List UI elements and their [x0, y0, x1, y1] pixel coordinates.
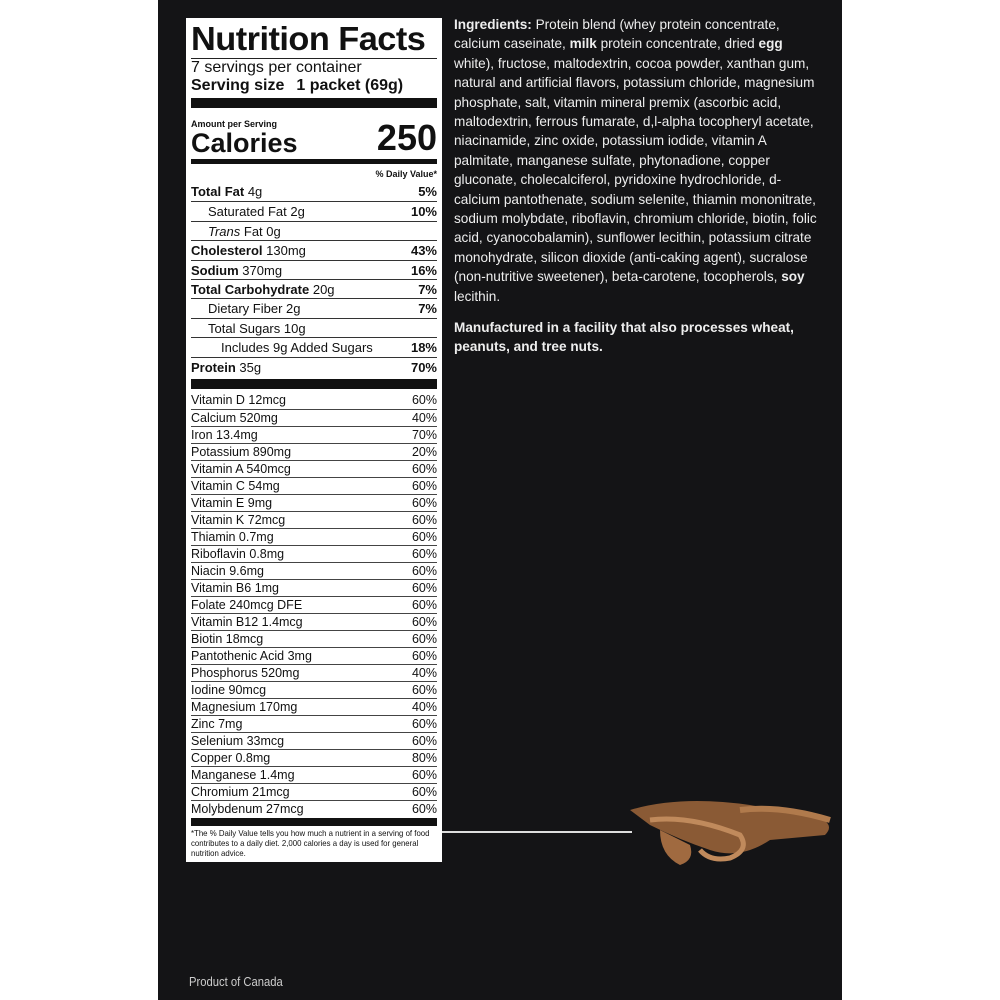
vitamin-dv: 60% [411, 784, 437, 799]
nutrient-amount: 4g [247, 184, 263, 199]
vitamin-row [191, 766, 437, 783]
vitamin-name: Copper 0.8mg [191, 750, 271, 765]
daily-value-header: % Daily Value* [375, 169, 437, 179]
nutrient-dv: 18% [410, 340, 437, 356]
chocolate-curls-image [620, 790, 840, 870]
nutrient-name [208, 222, 281, 240]
vitamin-row [191, 732, 437, 749]
nutrient-label: Sodium [191, 262, 239, 278]
nutrient-label: Total Carbohydrate [191, 281, 310, 297]
nutrient-name [208, 202, 305, 220]
vitamin-row [191, 409, 437, 426]
allergen-ingredient: egg [758, 36, 783, 52]
vitamin-dv: 40% [411, 665, 437, 680]
vitamin-name: Manganese 1.4mg [191, 767, 295, 782]
vitamin-row [191, 783, 437, 800]
vitamin-row [191, 715, 437, 732]
nutrient-amount: 10g [283, 320, 306, 336]
vitamin-row [191, 664, 437, 681]
allergen-ingredient: soy [781, 269, 805, 285]
allergen-ingredient: milk [569, 36, 597, 52]
vitamin-row [191, 426, 437, 443]
vitamin-row [191, 579, 437, 596]
vitamin-name: Vitamin D 12mcg [191, 392, 286, 407]
vitamin-name: Selenium 33mcg [191, 733, 285, 748]
calories-row [191, 111, 437, 157]
vitamin-name: Niacin 9.6mg [191, 563, 264, 578]
divider [191, 159, 437, 164]
vitamin-name: Riboflavin 0.8mg [191, 546, 285, 561]
ingredient-text: white), fructose, maltodextrin, cocoa powder, xanthan gum, natural and artificial flavors, potassium chloride, magnesium phosphate, salt, vitamin mineral premix (ascorbic acid, maltodextrin, ferrous fumarate, d,l-alpha tocopheryl acetate, niacinamide, zinc oxide, potassium iodide, vitamin A palmitate, manganese sulfate, phytonadione, copper gluconate, cholecalciferol, pyridoxine hydrochloride, d-calcium pantothenate, sodium selenite, thiamin mononitrate, sodium molybdate, riboflavin, chromium chloride, biotin, folic acid, cyanocobalamin), sunflower lecithin, potassium citrate monohydrate, silicon dioxide (anti-caking agent), sucralose (non-nutritive sweetener), beta-carotene, tocopherols, [454, 55, 817, 285]
servings-per-container: 7 servings per container [191, 59, 362, 76]
nutrient-dv: 70% [410, 359, 437, 375]
vitamin-dv: 40% [411, 699, 437, 714]
vitamin-dv: 60% [411, 597, 437, 612]
nutrient-name [191, 182, 262, 201]
vitamin-dv: 60% [411, 801, 437, 816]
vitamin-row [191, 392, 437, 409]
vitamin-name: Molybdenum 27mcg [191, 801, 304, 816]
nutrient-label: Protein [191, 359, 236, 375]
vitamin-dv: 60% [411, 716, 437, 731]
vitamin-name: Iron 13.4mg [191, 427, 258, 442]
vitamin-name: Zinc 7mg [191, 716, 243, 731]
nutrient-row [191, 182, 437, 201]
vitamin-dv: 60% [411, 733, 437, 748]
divider [191, 818, 437, 826]
vitamin-name: Magnesium 170mg [191, 699, 298, 714]
vitamin-name: Iodine 90mcg [191, 682, 267, 697]
vitamin-dv: 60% [411, 512, 437, 527]
label-title: Nutrition Facts [191, 20, 426, 57]
vitamin-dv: 60% [411, 631, 437, 646]
nutrient-name [208, 299, 301, 317]
amount-per-serving: Amount per Serving [191, 119, 278, 129]
vitamin-dv: 60% [411, 563, 437, 578]
ingredients-text [454, 15, 824, 306]
nutrition-facts-label [186, 18, 442, 862]
nutrient-name [191, 358, 261, 376]
nutrient-amount: 2g [286, 301, 301, 317]
nutrient-name [191, 261, 282, 279]
vitamin-row [191, 443, 437, 460]
nutrient-dv: 7% [418, 281, 437, 297]
divider [191, 379, 437, 389]
nutrient-row [191, 298, 437, 317]
nutrient-name [191, 241, 306, 259]
vitamin-dv: 60% [411, 529, 437, 544]
vitamin-row [191, 630, 437, 647]
nutrient-row [191, 318, 437, 337]
nutrient-name [221, 338, 373, 356]
vitamin-row [191, 681, 437, 698]
calories-value: 250 [376, 117, 437, 158]
nutrient-row [191, 221, 437, 240]
nutrient-dv: 5% [418, 184, 437, 199]
vitamin-dv: 60% [411, 614, 437, 629]
vitamin-row [191, 477, 437, 494]
vitamin-name: Biotin 18mcg [191, 631, 264, 646]
nutrient-row [191, 337, 437, 356]
vitamin-list [191, 392, 437, 817]
vitamin-name: Calcium 520mg [191, 410, 278, 425]
nutrient-amount: 370mg [242, 262, 283, 278]
vitamin-dv: 60% [411, 461, 437, 476]
vitamin-name: Vitamin B12 1.4mcg [191, 614, 303, 629]
nutrient-amount: 20g [312, 281, 335, 297]
vitamin-row [191, 460, 437, 477]
vitamin-name: Chromium 21mcg [191, 784, 290, 799]
nutrient-amount: 35g [239, 359, 262, 375]
vitamin-dv: 60% [411, 580, 437, 595]
divider [191, 98, 437, 108]
nutrient-amount: 2g [290, 204, 305, 220]
vitamin-name: Phosphorus 520mg [191, 665, 300, 680]
vitamin-name: Vitamin A 540mcg [191, 461, 291, 476]
nutrient-name [191, 280, 335, 298]
serving-size-label: Serving size [191, 77, 285, 94]
nutrient-dv: 43% [410, 243, 437, 259]
serving-size-value: 1 packet (69g) [296, 77, 404, 94]
nutrient-row [191, 357, 437, 376]
vitamin-row [191, 562, 437, 579]
product-origin: Product of Canada [189, 975, 283, 989]
nutrient-label: Dietary Fiber [208, 301, 283, 317]
allergen-note: Manufactured in a facility that also processes wheat, peanuts, and tree nuts. [454, 320, 794, 355]
nutrient-name [208, 319, 306, 337]
vitamin-row [191, 647, 437, 664]
vitamin-dv: 40% [411, 410, 437, 425]
vitamin-dv: 60% [411, 767, 437, 782]
nutrient-row [191, 201, 437, 220]
ingredient-text: Protein blend (whey protein concentrate, calcium caseinate, [454, 17, 780, 52]
nutrient-row [191, 240, 437, 259]
vitamin-row [191, 613, 437, 630]
vitamin-dv: 60% [411, 648, 437, 663]
ingredient-text: lecithin. [454, 288, 501, 304]
vitamin-dv: 80% [411, 750, 437, 765]
nutrient-row [191, 279, 437, 298]
nutrient-label: Includes 9g Added Sugars [221, 340, 373, 356]
vitamin-name: Folate 240mcg DFE [191, 597, 303, 612]
vitamin-name: Vitamin E 9mg [191, 495, 273, 510]
nutrient-label: Total Sugars [208, 320, 281, 336]
nutrient-amount: 130mg [266, 243, 306, 259]
nutrient-label: Cholesterol [191, 243, 263, 259]
nutrient-dv: 10% [410, 204, 437, 220]
vitamin-dv: 60% [411, 682, 437, 697]
ingredients-label: Ingredients: [454, 17, 532, 32]
nutrient-list [191, 182, 437, 376]
vitamin-row [191, 698, 437, 715]
footnote: *The % Daily Value tells you how much a nutrient in a serving of food contributes to a daily diet. 2,000 calories a day is used for general nutrition advice. [191, 827, 430, 858]
serving-size [191, 77, 437, 95]
vitamin-row [191, 800, 437, 817]
vitamin-dv: 60% [411, 495, 437, 510]
nutrient-label: Saturated Fat [208, 204, 287, 220]
vitamin-row [191, 528, 437, 545]
vitamin-dv: 60% [411, 478, 437, 493]
vitamin-name: Vitamin K 72mcg [191, 512, 286, 527]
vitamin-name: Vitamin C 54mg [191, 478, 280, 493]
vitamin-name: Vitamin B6 1mg [191, 580, 280, 595]
nutrient-dv: 16% [410, 262, 437, 278]
vitamin-row [191, 596, 437, 613]
ingredient-text: protein concentrate, dried [596, 36, 759, 52]
vitamin-row [191, 511, 437, 528]
nutrient-label: Total Fat [191, 184, 245, 199]
vitamin-row [191, 749, 437, 766]
vitamin-dv: 20% [411, 444, 437, 459]
calories-label: Calories [191, 128, 298, 158]
vitamin-dv: 60% [411, 392, 437, 407]
nutrient-label: Trans [208, 223, 241, 239]
nutrient-amount: Fat 0g [243, 223, 281, 239]
vitamin-dv: 60% [411, 546, 437, 561]
nutrient-row [191, 260, 437, 279]
vitamin-name: Pantothenic Acid 3mg [191, 648, 312, 663]
vitamin-row [191, 494, 437, 511]
vitamin-row [191, 545, 437, 562]
vitamin-name: Thiamin 0.7mg [191, 529, 274, 544]
vitamin-name: Potassium 890mg [191, 444, 292, 459]
decorative-line [442, 831, 632, 833]
nutrient-dv: 7% [418, 301, 437, 317]
vitamin-dv: 70% [411, 427, 437, 442]
